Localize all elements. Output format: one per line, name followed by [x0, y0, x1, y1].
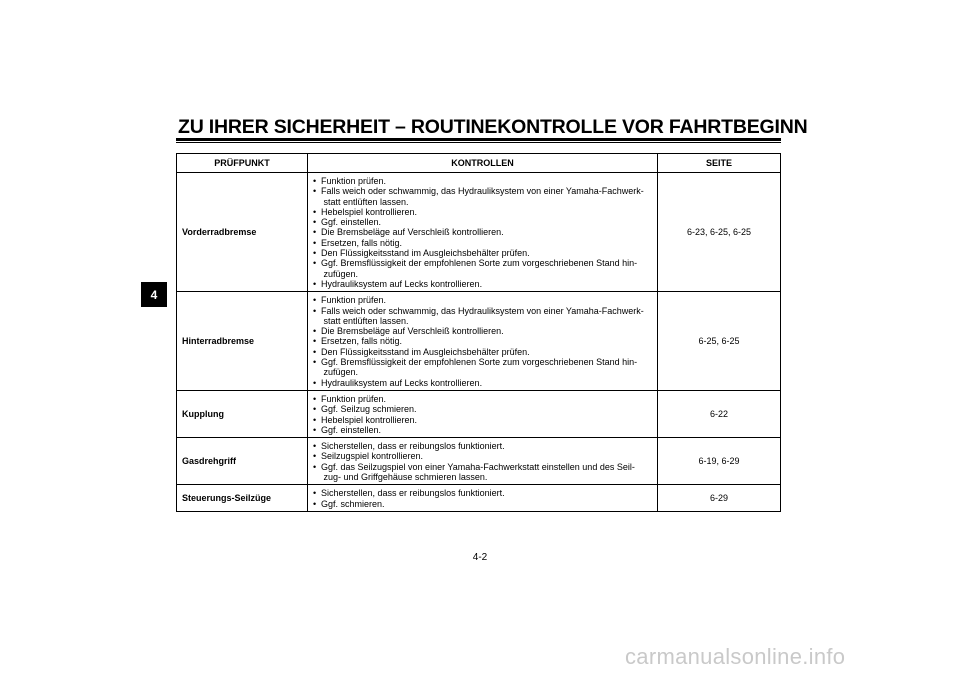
check-item: • Die Bremsbeläge auf Verschleiß kontrollieren.	[312, 326, 653, 336]
check-list	[312, 394, 653, 435]
table-header-row	[177, 154, 781, 173]
table-body	[177, 173, 781, 512]
row-checks	[308, 438, 658, 485]
check-item: • Ggf. schmieren.	[312, 499, 653, 509]
title-rule-thin	[176, 142, 781, 143]
table-row	[177, 485, 781, 512]
check-item: • Ggf. Seilzug schmieren.	[312, 404, 653, 414]
check-item: • Die Bremsbeläge auf Verschleiß kontrollieren.	[312, 227, 653, 237]
check-item: • Ersetzen, falls nötig.	[312, 238, 653, 248]
check-item: • Ersetzen, falls nötig.	[312, 336, 653, 346]
row-item: Vorderradbremse	[177, 173, 308, 292]
check-item: • Ggf. Bremsflüssigkeit der empfohlenen Sorte zum vorgeschriebenen Stand hin- zufügen.	[312, 357, 653, 378]
check-item: • Ggf. einstellen.	[312, 425, 653, 435]
table-row	[177, 292, 781, 391]
table-row	[177, 390, 781, 437]
header-page: SEITE	[658, 154, 781, 173]
row-checks	[308, 173, 658, 292]
row-page-ref: 6-23, 6-25, 6-25	[658, 173, 781, 292]
check-item: • Falls weich oder schwammig, das Hydrauliksystem von einer Yamaha-Fachwerk- statt entlüften lassen.	[312, 306, 653, 327]
check-item: • Sicherstellen, dass er reibungslos funktioniert.	[312, 441, 653, 451]
row-page-ref: 6-25, 6-25	[658, 292, 781, 391]
table-row	[177, 438, 781, 485]
check-item: • Ggf. Bremsflüssigkeit der empfohlenen Sorte zum vorgeschriebenen Stand hin- zufügen.	[312, 258, 653, 279]
check-list	[312, 295, 653, 388]
row-item: Steuerungs-Seilzüge	[177, 485, 308, 512]
row-item: Hinterradbremse	[177, 292, 308, 391]
check-item: • Den Flüssigkeitsstand im Ausgleichsbehälter prüfen.	[312, 347, 653, 357]
check-item: • Den Flüssigkeitsstand im Ausgleichsbehälter prüfen.	[312, 248, 653, 258]
row-checks	[308, 292, 658, 391]
check-item: • Hydrauliksystem auf Lecks kontrollieren.	[312, 279, 653, 289]
header-item: PRÜFPUNKT	[177, 154, 308, 173]
chapter-tab: 4	[141, 282, 167, 307]
check-item: • Hebelspiel kontrollieren.	[312, 415, 653, 425]
check-item: • Sicherstellen, dass er reibungslos funktioniert.	[312, 488, 653, 498]
row-checks	[308, 485, 658, 512]
title-rule-thick	[176, 138, 781, 141]
page-number: 4-2	[472, 552, 488, 563]
check-item: • Funktion prüfen.	[312, 394, 653, 404]
check-list	[312, 488, 653, 509]
check-item: • Hydrauliksystem auf Lecks kontrollieren.	[312, 378, 653, 388]
inspection-table	[176, 153, 781, 512]
row-item: Gasdrehgriff	[177, 438, 308, 485]
row-page-ref: 6-29	[658, 485, 781, 512]
check-list	[312, 176, 653, 289]
check-item: • Funktion prüfen.	[312, 176, 653, 186]
row-page-ref: 6-19, 6-29	[658, 438, 781, 485]
table-row	[177, 173, 781, 292]
check-item: • Ggf. das Seilzugspiel von einer Yamaha-Fachwerkstatt einstellen und des Seil- zug- und Griffgehäuse schmieren lassen.	[312, 462, 653, 483]
row-checks	[308, 390, 658, 437]
header-checks: KONTROLLEN	[308, 154, 658, 173]
check-item: • Seilzugspiel kontrollieren.	[312, 451, 653, 461]
row-item: Kupplung	[177, 390, 308, 437]
check-item: • Funktion prüfen.	[312, 295, 653, 305]
check-item: • Falls weich oder schwammig, das Hydrauliksystem von einer Yamaha-Fachwerk- statt entlüften lassen.	[312, 186, 653, 207]
check-item: • Hebelspiel kontrollieren.	[312, 207, 653, 217]
watermark: carmanualsonline.info	[625, 644, 846, 669]
page-title: ZU IHRER SICHERHEIT – ROUTINEKONTROLLE VOR FAHRTBEGINN	[178, 116, 808, 138]
row-page-ref: 6-22	[658, 390, 781, 437]
check-item: • Ggf. einstellen.	[312, 217, 653, 227]
check-list	[312, 441, 653, 482]
